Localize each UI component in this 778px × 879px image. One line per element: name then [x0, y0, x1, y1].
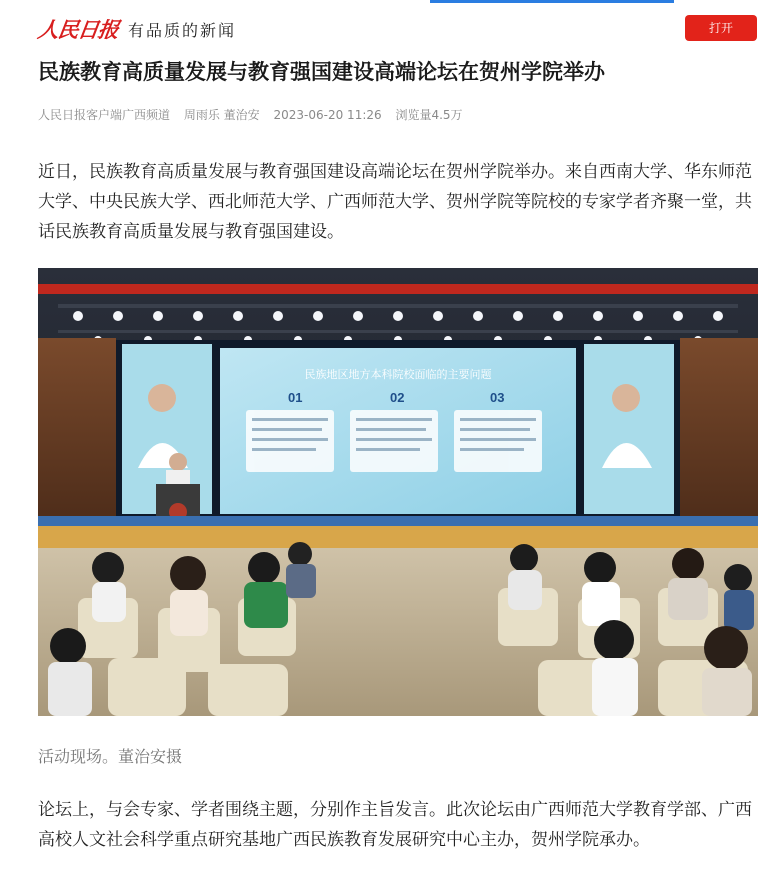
article-paragraph-2: 论坛上，与会专家、学者围绕主题，分别作主旨发言。此次论坛由广西师范大学教育学部、广西高校人文社会科学重点研究基地广西民族教育发展研究中心主办，贺州学院承办。 — [38, 800, 752, 850]
red-valance — [38, 284, 758, 294]
photo-caption: 活动现场。董治安摄 — [38, 747, 183, 766]
screen-number-1: 01 — [288, 390, 303, 405]
article-photo[interactable] — [38, 268, 758, 716]
meta-source: 人民日报客户端广西频道 — [38, 108, 171, 122]
meta-datetime: 2023-06-20 11:26 — [273, 108, 382, 122]
article-paragraph-1: 近日，民族教育高质量发展与教育强国建设高端论坛在贺州学院举办。来自西南大学、华东师范大学、中央民族大学、西北师范大学、广西师范大学、贺州学院等院校的专家学者齐聚一堂，共话民族教育高质量发展与教育强国建设。 — [38, 162, 752, 242]
screen-title: 民族地区地方本科院校面临的主要问题 — [304, 369, 492, 381]
screen-number-2: 02 — [390, 390, 405, 405]
forum-scene-illustration — [38, 268, 758, 716]
article-title: 民族教育高质量发展与教育强国建设高端论坛在贺州学院举办 — [38, 60, 605, 84]
stage-front — [38, 526, 758, 548]
screen-number-3: 03 — [490, 390, 505, 405]
side-screen-right — [584, 344, 674, 514]
brand-logo — [38, 14, 236, 44]
slogan: 有品质的新闻 — [128, 20, 237, 40]
article-meta — [38, 106, 473, 123]
app-header — [0, 0, 778, 50]
logo-text: 人民日报 — [36, 17, 120, 42]
open-app-button[interactable]: 打开 — [685, 15, 757, 41]
meta-views: 浏览量4.5万 — [395, 108, 463, 122]
meta-authors: 周雨乐 董治安 — [183, 108, 260, 122]
